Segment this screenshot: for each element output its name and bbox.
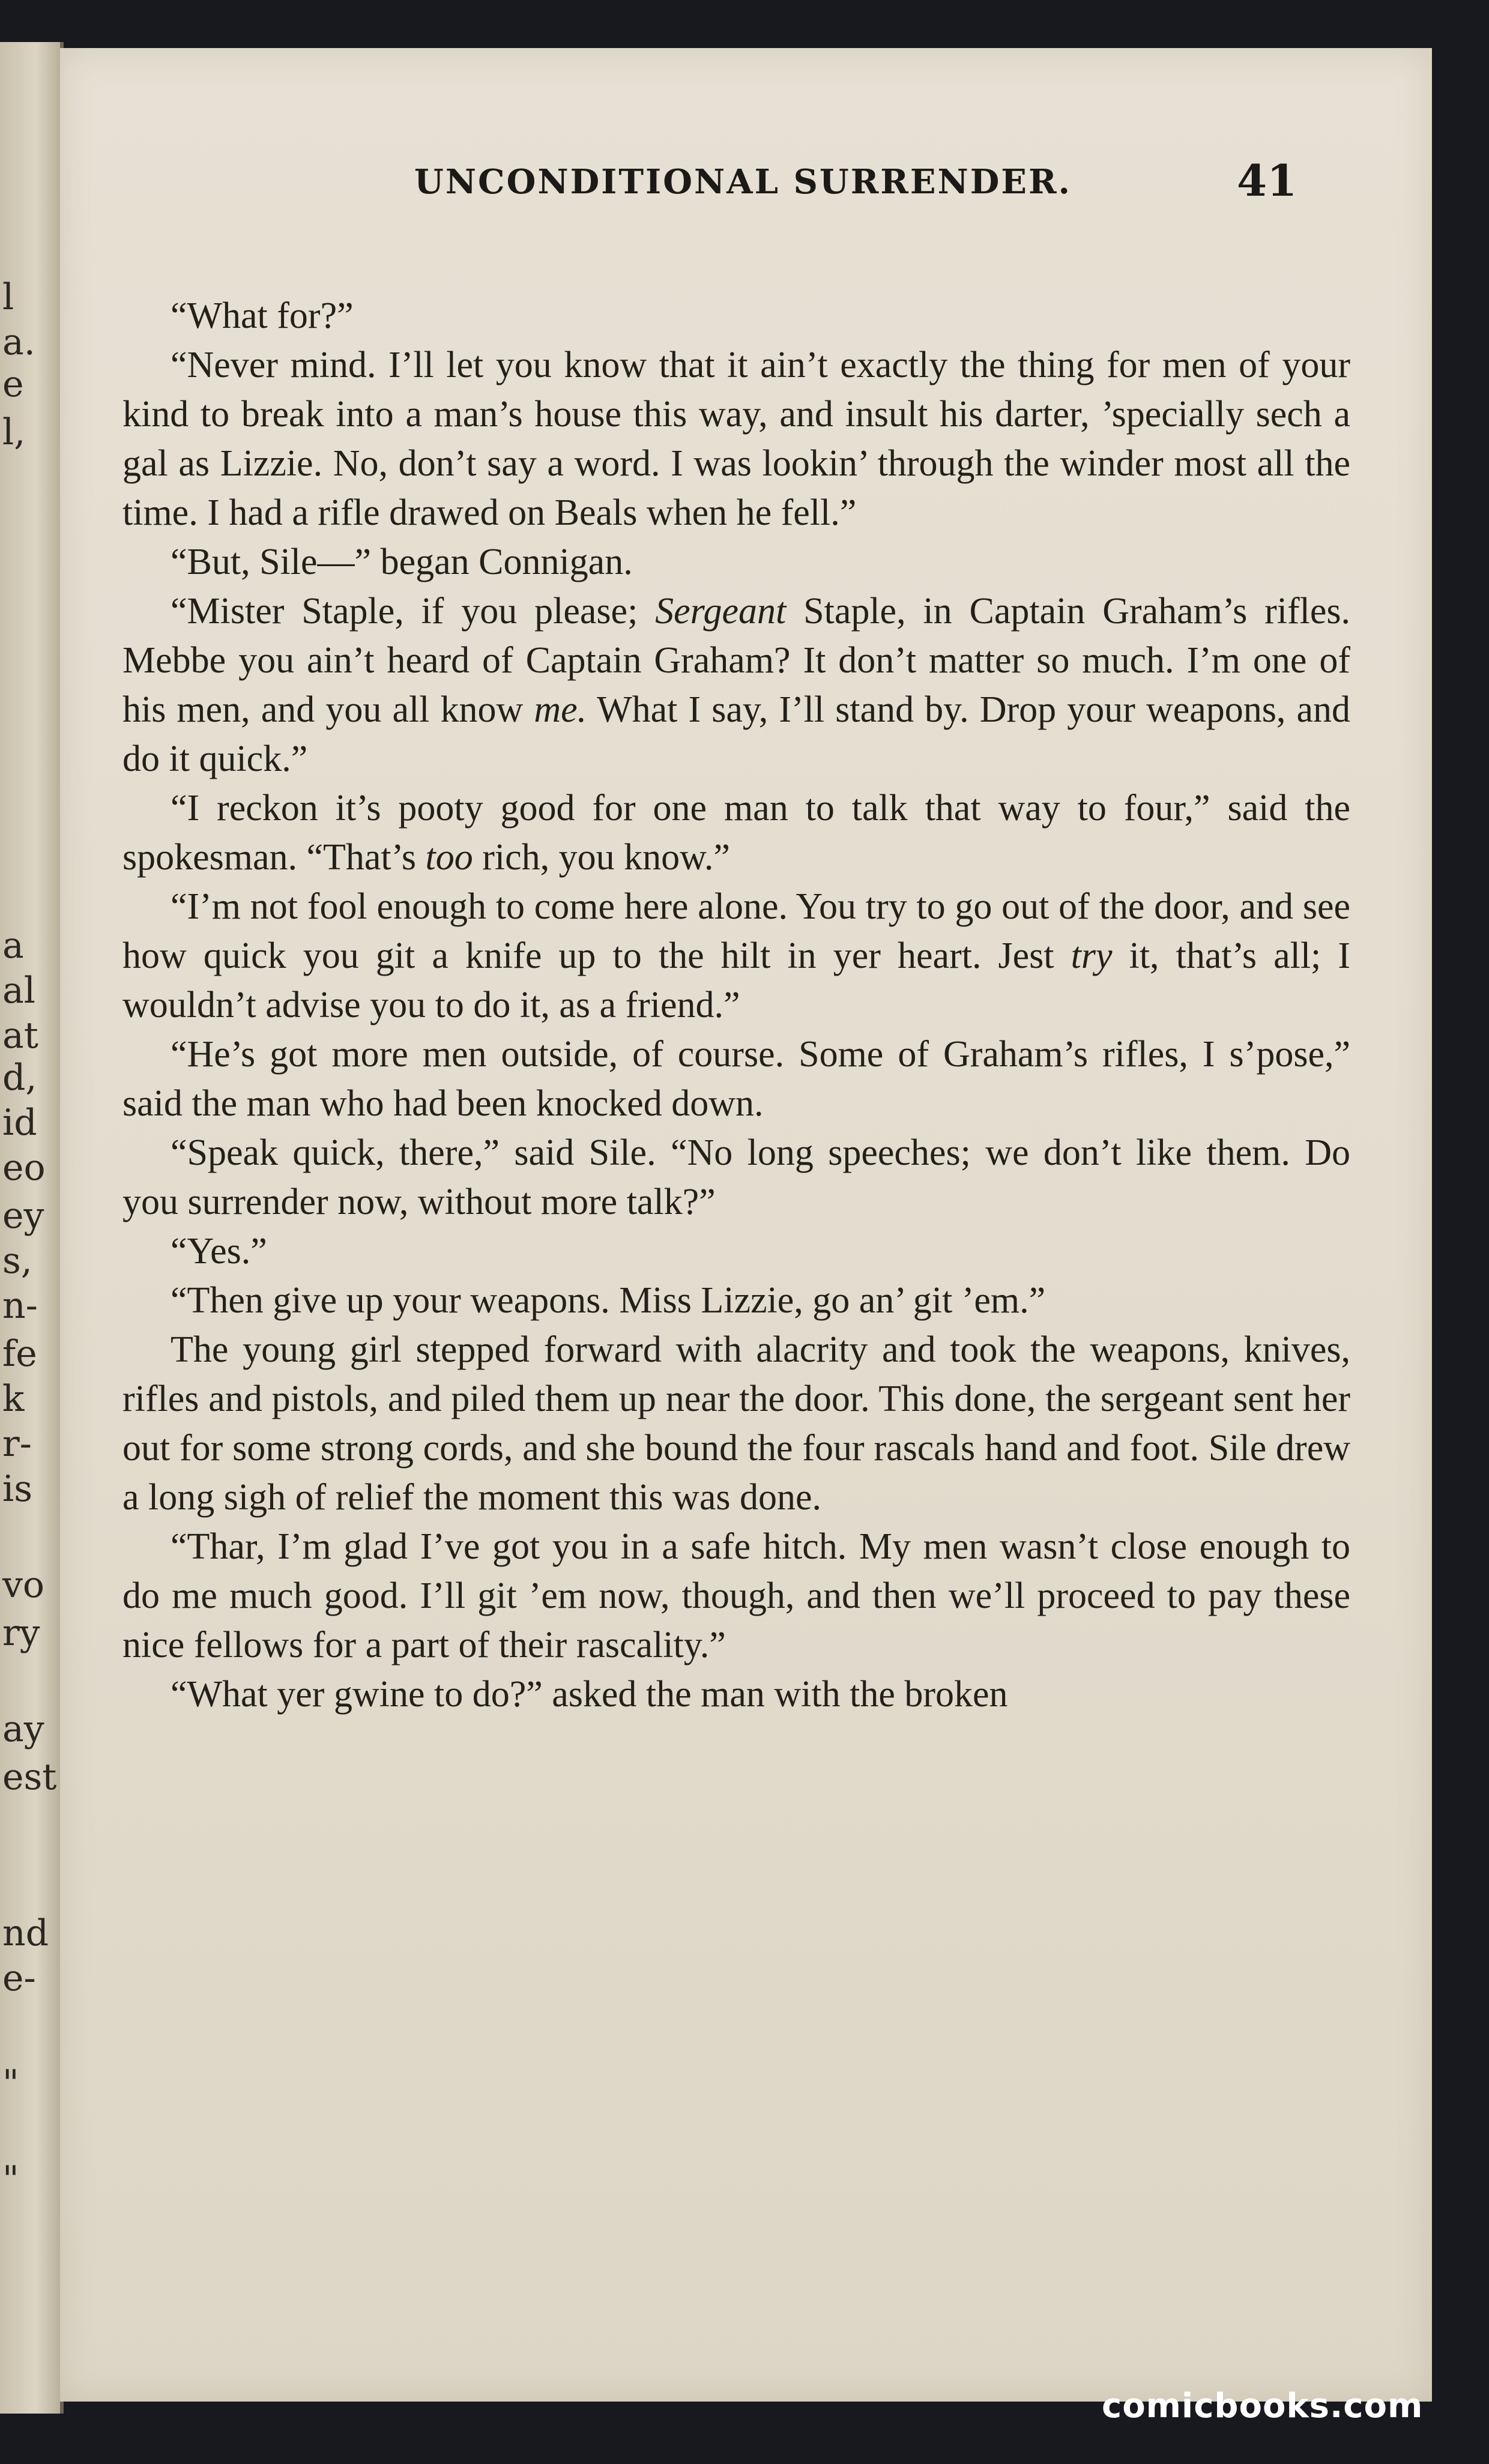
italic-text: try xyxy=(1071,935,1113,976)
facing-page-fragment: l xyxy=(2,276,14,318)
italic-text: too xyxy=(425,837,473,878)
facing-page-fragment: at xyxy=(2,1015,38,1057)
paragraph xyxy=(122,537,1350,587)
facing-page-fragment: s, xyxy=(2,1240,32,1282)
facing-page-fragment: is xyxy=(2,1468,32,1510)
text-run: “Never mind. I’ll let you know that it ain’t exactly the thing for men of your kind to break into a man’s house this way, and insult his darter, ’specially sech a gal as Lizzie. No, don’t say a word. I was lookin’ through the winder most all the time. I had a rifle drawed on Beals when he fell.” xyxy=(122,345,1350,533)
paragraph xyxy=(122,1227,1350,1276)
facing-page-fragment: vo xyxy=(2,1564,45,1606)
running-head xyxy=(60,155,1432,234)
facing-page-fragment: fe xyxy=(2,1333,37,1375)
book-page xyxy=(60,48,1432,2402)
paragraph xyxy=(122,291,1350,340)
italic-text: me. xyxy=(534,689,587,730)
facing-page-fragment: a xyxy=(2,925,24,967)
text-run: it, that’s all; I wouldn’t advise you to do it, as a friend.” xyxy=(122,935,1351,1025)
paragraph xyxy=(122,1276,1350,1325)
text-run: “Mister Staple, if you please; xyxy=(171,591,656,632)
facing-page-fragment: e xyxy=(2,363,24,405)
facing-page-fragment: a. xyxy=(2,321,35,363)
text-run: “Speak quick, there,” said Sile. “No long speeches; we don’t like them. Do you surrender now, without more talk?” xyxy=(122,1132,1350,1222)
running-head-title: UNCONDITIONAL SURRENDER. xyxy=(414,162,1072,202)
paragraph xyxy=(122,1030,1350,1128)
facing-page-edge xyxy=(0,42,64,2414)
watermark: comicbooks.com xyxy=(1102,2387,1424,2426)
text-run: rich, you know.” xyxy=(473,837,730,878)
paragraph xyxy=(122,1128,1350,1227)
text-run: “What for?” xyxy=(171,295,354,336)
facing-page-fragment: nd xyxy=(2,1912,49,1954)
paragraph xyxy=(122,1670,1350,1719)
body-text xyxy=(122,291,1350,1719)
paragraph xyxy=(122,340,1350,537)
text-run: “Yes.” xyxy=(171,1231,267,1272)
italic-text: Sergeant xyxy=(655,591,787,632)
paragraph xyxy=(122,587,1350,784)
paragraph xyxy=(122,1522,1350,1670)
facing-page-fragment: " xyxy=(2,2062,19,2104)
text-run: What I say, I’ll stand by. Drop your weapons, and do it quick.” xyxy=(122,689,1350,779)
text-run: “He’s got more men outside, of course. Some of Graham’s rifles, I s’pose,” said the man who had been knocked down. xyxy=(122,1034,1350,1124)
facing-page-fragment: k xyxy=(2,1378,25,1420)
text-run: “Thar, I’m glad I’ve got you in a safe hitch. My men wasn’t close enough to do me much good. I’ll git ’em now, though, and then we’ll proceed to pay these nice fellows for a part of their rascality.” xyxy=(122,1526,1350,1665)
facing-page-fragment: eo xyxy=(2,1147,46,1189)
facing-page-fragment: " xyxy=(2,2158,19,2200)
facing-page-fragment: ry xyxy=(2,1612,40,1654)
facing-page-fragment: ey xyxy=(2,1195,44,1237)
page-number: 41 xyxy=(1237,155,1297,206)
facing-page-fragment: n- xyxy=(2,1285,38,1327)
text-run: “But, Sile—” began Connigan. xyxy=(171,542,633,582)
text-run: “I reckon it’s pooty good for one man to talk that way to four,” said the spokesman. “That’s xyxy=(122,788,1350,878)
text-run: “I’m not fool enough to come here alone. You try to go out of the door, and see how quick you git a knife up to the hilt in yer heart. Jest xyxy=(122,886,1350,976)
facing-page-fragment: est xyxy=(2,1756,57,1798)
paragraph xyxy=(122,1325,1350,1522)
facing-page-fragment: e- xyxy=(2,1957,36,1999)
text-run: The young girl stepped forward with alacrity and took the weapons, knives, rifles and pistols, and piled them up near the door. This done, the sergeant sent her out for some strong cords, and she bound the four rascals hand and foot. Sile drew a long sigh of relief the moment this was done. xyxy=(122,1329,1350,1518)
facing-page-fragment: id xyxy=(2,1102,37,1144)
facing-page-fragment: d, xyxy=(2,1057,37,1099)
paragraph xyxy=(122,784,1350,882)
paragraph xyxy=(122,882,1350,1030)
facing-page-fragment: ay xyxy=(2,1708,44,1750)
text-run: “Then give up your weapons. Miss Lizzie, go an’ git ’em.” xyxy=(171,1280,1046,1321)
facing-page-fragment: r- xyxy=(2,1423,32,1465)
facing-page-fragment: l, xyxy=(2,411,26,453)
facing-page-fragment: al xyxy=(2,970,35,1012)
text-run: “What yer gwine to do?” asked the man with the broken xyxy=(171,1674,1008,1715)
text-run: Staple, in Captain Graham’s rifles. Mebbe you ain’t heard of Captain Graham? It don’t matter so much. I’m one of his men, and you all know xyxy=(122,591,1350,730)
